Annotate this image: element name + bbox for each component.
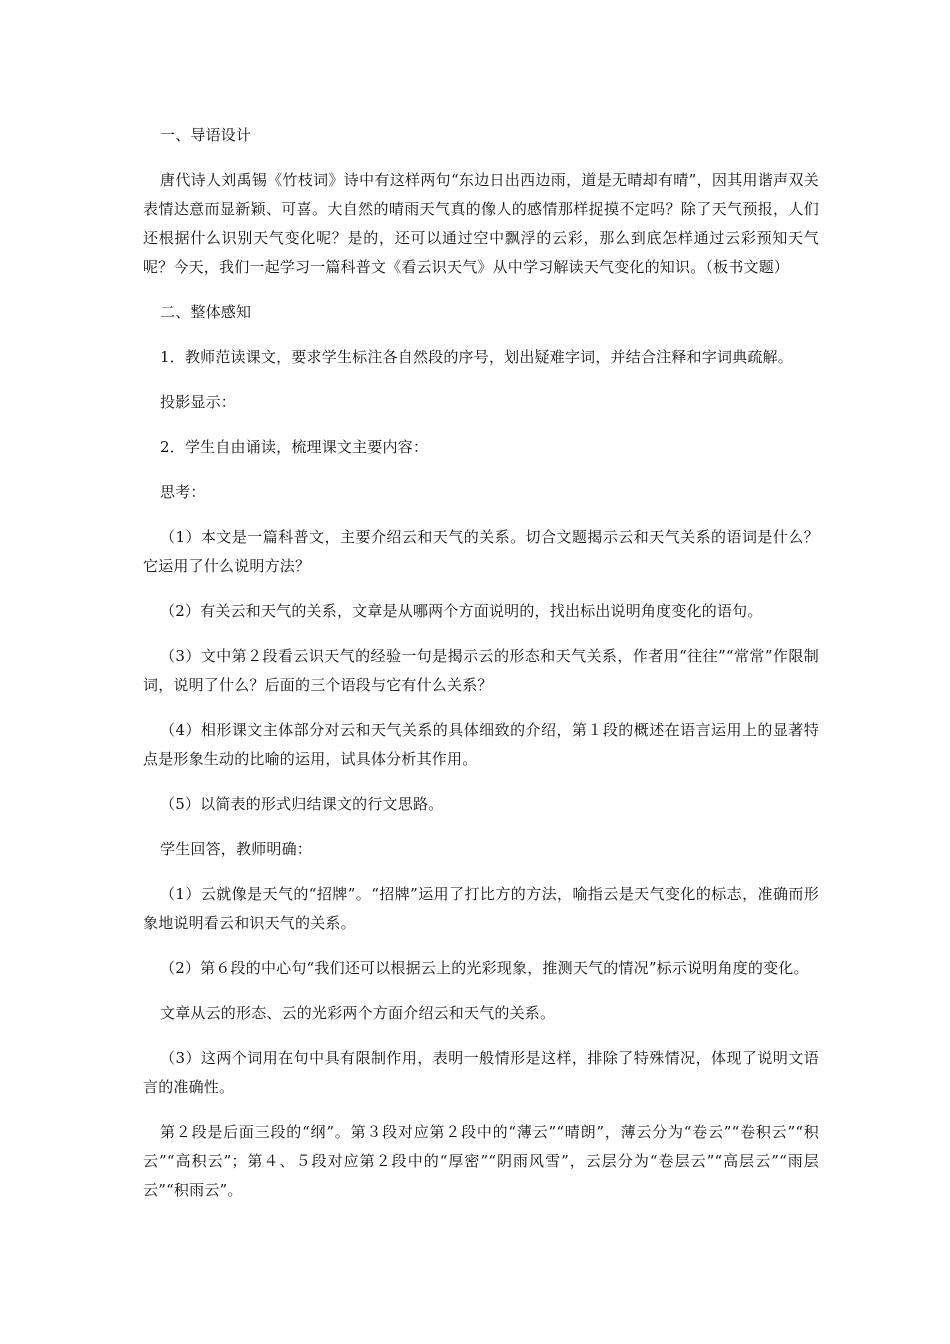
section-heading-intro: 一、导语设计	[160, 126, 252, 144]
step-1-paragraph: 1．教师范读课文，要求学生标注各自然段的序号，划出疑难字词，并结合注释和字词典疏解。	[160, 348, 793, 366]
answer-1: （1）云就像是天气的“招牌”。“招牌”运用了打比方的方法，喻指云是天气变化的标志，准确而形象地说明看云和识天气的关系。	[143, 885, 819, 932]
answer-label: 学生回答，教师明确：	[160, 840, 313, 858]
answer-2: （2）第６段的中心句“我们还可以根据云上的光彩现象，推测天气的情况”标示说明角度的变化。	[160, 959, 809, 977]
projection-label: 投影显示：	[160, 393, 237, 411]
question-4: （4）相形课文主体部分对云和天气关系的具体细致的介绍，第１段的概述在语言运用上的显著特点是形象生动的比喻的运用，试具体分析其作用。	[143, 721, 819, 768]
document-body	[143, 121, 819, 1222]
section-heading-overview: 二、整体感知	[160, 303, 252, 321]
intro-paragraph: 唐代诗人刘禹锡《竹枝词》诗中有这样两句“东边日出西边雨，道是无晴却有晴”，因其用谐声双关表情达意而显新颖、可喜。大自然的晴雨天气真的像人的感情那样捉摸不定吗？除了天气预报，人们还根据什么识别天气变化呢？是的，还可以通过空中飘浮的云彩，那么到底怎样通过云彩预知天气呢？今天，我们一起学习一篇科普文《看云识天气》从中学习解读天气变化的知识。（板书文题）	[143, 171, 819, 276]
step-2-paragraph: 2．学生自由诵读，梳理课文主要内容：	[160, 438, 429, 456]
think-label: 思考：	[160, 483, 206, 501]
answer-3: （3）这两个词用在句中具有限制作用，表明一般情形是这样，排除了特殊情况，体现了说明文语言的准确性。	[143, 1049, 819, 1096]
answer-3-structure: 第２段是后面三段的“纲”。第３段对应第２段中的“薄云”“晴朗”，薄云分为“卷云”“卷积云”“积云”“高积云”；第４、５段对应第２段中的“厚密”“阴雨风雪”，云层分为“卷层云”“高层云”“雨层云”“积雨云”。	[143, 1123, 819, 1199]
question-5: （5）以简表的形式归结课文的行文思路。	[160, 795, 444, 813]
question-3: （3）文中第２段看云识天气的经验一句是揭示云的形态和天气关系，作者用“往往”“常常”作限制词，说明了什么？后面的三个语段与它有什么关系？	[143, 647, 819, 694]
answer-2-summary: 文章从云的形态、云的光彩两个方面介绍云和天气的关系。	[160, 1004, 556, 1022]
question-1: （1）本文是一篇科普文，主要介绍云和天气的关系。切合文题揭示云和天气关系的语词是什么？它运用了什么说明方法？	[143, 528, 819, 575]
question-2: （2）有关云和天气的关系，文章是从哪两个方面说明的，找出标出说明角度变化的语句。	[160, 602, 763, 620]
